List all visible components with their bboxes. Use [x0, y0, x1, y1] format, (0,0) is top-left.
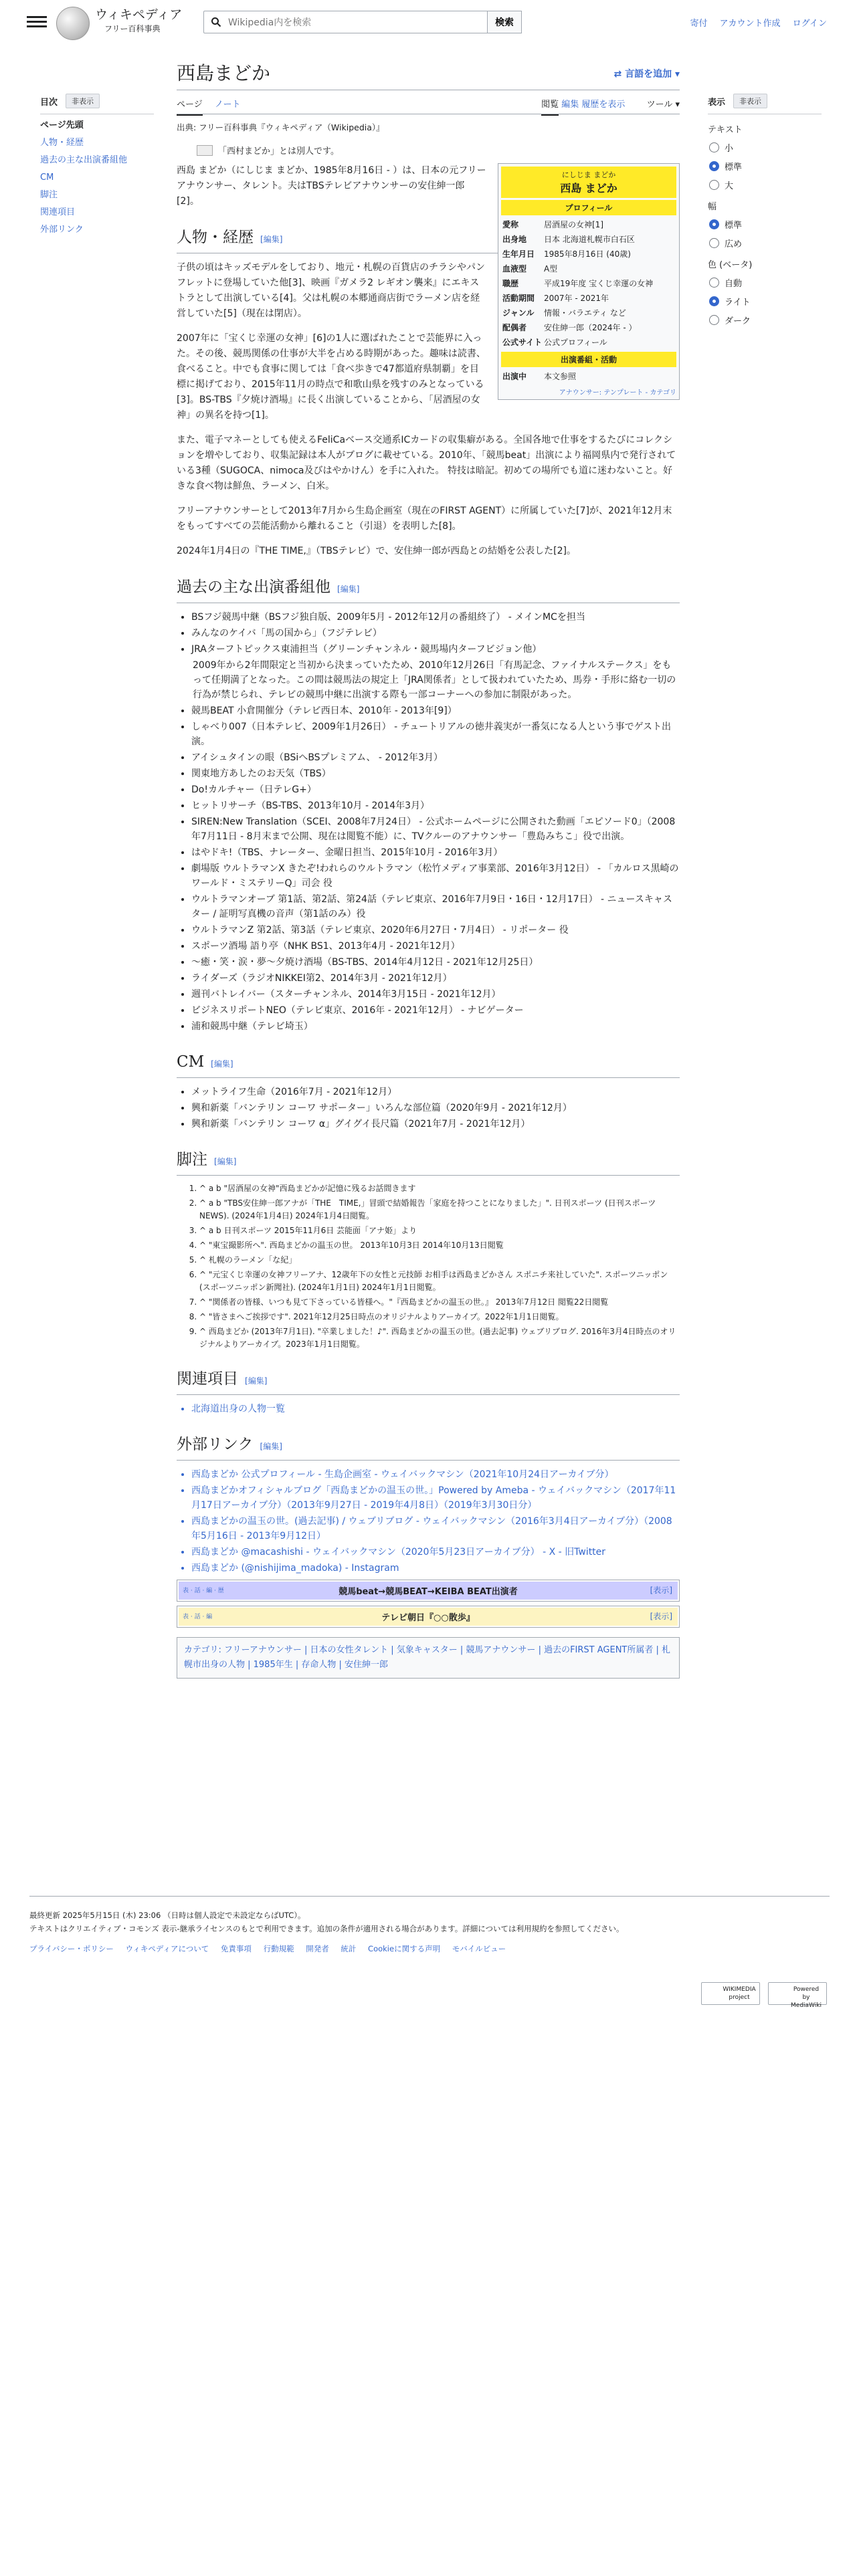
list-item: • ビジネスリポートNEO（テレビ東京、2016年 - 2021年12月） - ナビゲーター [191, 1003, 680, 1018]
radio-label: 大 [725, 181, 734, 191]
toc-title: 目次 [40, 97, 58, 108]
donate-link[interactable]: 寄付 [690, 19, 708, 29]
paragraph: 2007年に「宝くじ幸運の女神」[6]の1人に選ばれたことで芸能界に入った。その後、競馬関係の仕事が大半を占める時期があった。趣味は読書、食べること。中でも食事に関しては「食べ歩きで47都道府県制覇」を目標に掲げており、2015年11月の時点で和歌山県を残すのみとなっている[3]。BS-TBS『夕焼け酒場』に長く出演していることから、「居酒屋の女神」の異名を持つ[1]。 [177, 333, 486, 421]
external-links-list [191, 1467, 680, 1576]
infobox-key: 職歴 [502, 279, 519, 288]
edit-section-link[interactable]: [編集] [214, 1157, 237, 1166]
list-item: • 週刊バトレイバー（スターチャンネル、2014年3月15日 - 2021年12月） [191, 987, 680, 1002]
radio-label: 自動 [725, 279, 743, 289]
search-button[interactable]: 検索 [487, 11, 522, 33]
page-title: 西島まどか [177, 60, 680, 90]
create-account-link[interactable]: アカウント作成 [719, 19, 781, 29]
category-links[interactable]: カテゴリ: フリーアナウンサー | 日本の女性タレント | 気象キャスター | 競馬アナウンサー | 過去のFIRST AGENT所属者 | 札幌市出身の人物 | 1985年生 | 存命人物 | 安住紳一郎 [177, 1637, 680, 1679]
references-list [199, 1182, 680, 1351]
wikipedia-wordmark[interactable] [95, 7, 182, 34]
color-label: 色 (ベータ) [708, 260, 753, 270]
list-item: • SIREN:New Translation（SCEI、2008年7月24日） - 公式ホームページに公開された動画「エピソード0」（2008年7月11日 - 8月末まで公開、現在は閲覧不能）に、TVクルーのアナウンサー「豊島みちこ」役で出演。 [191, 815, 680, 844]
tab-page[interactable]: ページ [177, 100, 203, 116]
mediawiki-badge[interactable]: Powered by MediaWiki [768, 1982, 827, 2005]
edit-section-link[interactable]: [編集] [211, 1059, 233, 1069]
navbox-show-toggle[interactable]: [表示] [650, 1586, 672, 1595]
search-box[interactable] [203, 11, 488, 33]
infobox-value: 日本 北海道札幌市白石区 [544, 235, 635, 244]
infobox-value: 情報・バラエティ など [544, 308, 626, 318]
list-item: • ライダーズ（ラジオNIKKEI第2、2014年3月 - 2021年12月） [191, 971, 680, 986]
radio-option[interactable] [709, 314, 822, 326]
radio-button[interactable] [709, 161, 719, 171]
infobox-name: 西島 まどか [560, 182, 617, 195]
wikipedia-globe-logo[interactable] [56, 7, 90, 40]
edit-section-link[interactable]: [編集] [245, 1376, 268, 1386]
infobox-section-programs: 出演番組・活動 [501, 352, 676, 367]
reference-item: 4. ^ "東宝撮影所へ". 西島まどかの温玉の世。 2013年10月3日 2014年10月13日閲覧 [199, 1239, 680, 1252]
wikimedia-badge[interactable]: WIKIMEDIA project [701, 1982, 760, 2005]
external-link-item[interactable]: • 西島まどか (@nishijima_madoka) - Instagram [191, 1561, 680, 1576]
infobox-section-profile: プロフィール [501, 200, 676, 215]
table-of-contents [40, 94, 154, 241]
toc-item-references[interactable]: 脚注 [40, 190, 58, 200]
radio-option[interactable] [709, 218, 822, 231]
footer-link-about[interactable]: ウィキペディアについて [125, 1944, 209, 1953]
section-heading-references: 脚注 [編集] [177, 1149, 680, 1176]
infobox-row [501, 247, 676, 261]
footer-link-mobile[interactable]: モバイルビュー [452, 1944, 506, 1953]
appearance-panel [708, 94, 822, 332]
infobox-row [501, 320, 676, 335]
radio-button[interactable] [709, 180, 719, 190]
radio-label: 小 [725, 144, 734, 154]
intro-paragraph: 西島 まどか（にしじま まどか、1985年8月16日 - ）は、日本の元フリーアナウンサー、タレント。夫はTBSテレビアナウンサーの安住紳一郎[2]。 [177, 165, 486, 207]
navbox [177, 1606, 680, 1628]
infobox-ruby: にしじま まどか [561, 171, 616, 179]
toc-item-related[interactable]: 関連項目 [40, 207, 76, 217]
appearance-title: 表示 [708, 97, 726, 108]
navbox-vte[interactable]: 表 · 話 · 編 · 歴 [183, 1588, 224, 1594]
footer-link-disclaimer[interactable]: 免責事項 [220, 1944, 252, 1953]
tab-read[interactable]: 閲覧 [541, 100, 559, 116]
appearance-hide-button[interactable]: 非表示 [733, 94, 767, 108]
list-item: • Do!カルチャー（日テレG+） [191, 782, 680, 797]
radio-option[interactable] [709, 276, 822, 289]
header [0, 0, 859, 47]
login-link[interactable]: ログイン [792, 19, 827, 29]
radio-button[interactable] [709, 219, 719, 229]
tab-edit[interactable]: 編集 [561, 100, 579, 110]
reference-item: 6. ^ "元宝くじ幸運の女神フリーアナ、12歳年下の女性と元技師 お相手は西島まどかさん スポニチ来社していた". スポーツニッポン (スポーツニッポン新聞社). (2024年1月1日) 2024年1月1日閲覧。 [199, 1269, 680, 1294]
section-heading-external: 外部リンク [編集] [177, 1434, 680, 1461]
radio-button[interactable] [709, 315, 719, 325]
disambig-icon [197, 145, 213, 156]
radio-option[interactable] [709, 141, 822, 154]
radio-label: 広め [725, 239, 743, 249]
list-item: • ヒットリサーチ（BS-TBS、2013年10月 - 2014年3月） [191, 798, 680, 813]
paragraph: 子供の頃はキッズモデルをしており、地元・札幌の百貨店のチラシやパンフレットに登場していた他[3]、映画『ガメラ2 レギオン襲来』にエキストラとして出演している[4]。父は札幌の本郷通商店街でラーメン店を経営していた[5]（現在は閉店）。 [177, 262, 486, 319]
radio-label: ライト [725, 298, 751, 308]
infobox-row [501, 261, 676, 276]
infobox-value: 平成19年度 宝くじ幸運の女神 [544, 279, 654, 288]
footer-link-code-of-conduct[interactable]: 行動規範 [263, 1944, 294, 1953]
radio-option[interactable] [709, 295, 822, 308]
search-icon [211, 17, 221, 27]
toc-item-external[interactable]: 外部リンク [40, 225, 84, 235]
list-item: • 関東地方あしたのお天気（TBS） [191, 766, 680, 781]
infobox-row [501, 291, 676, 306]
infobox-value: 2007年 - 2021年 [544, 294, 609, 303]
navbox [177, 1580, 680, 1602]
toc-hide-button[interactable]: 非表示 [66, 94, 100, 108]
infobox-key: 血液型 [502, 264, 527, 274]
reference-item: 2. ^ a b "TBS安住紳一郎アナが「THE TIME,」冒頭で結婚報告「家庭を持つことになりました」". 日刊スポーツ (日刊スポーツNEWS). (2024年1月4日) 2024年1月4日閲覧。 [199, 1197, 680, 1222]
footer-link-cookie[interactable]: Cookieに関する声明 [368, 1944, 441, 1953]
reference-item: 5. ^ 札幌のラーメン「な紀」 [199, 1254, 680, 1267]
infobox-row [501, 217, 676, 232]
infobox-value: A型 [544, 264, 558, 274]
infobox-key: 活動期間 [502, 294, 535, 303]
reference-item: 9. ^ 西島まどか (2013年7月1日). "卒業しました！♪". 西島まどかの温玉の世。(過去記事) ウェブリブログ. 2016年3月4日時点のオリジナルよりアーカイブ。2023年1月1日閲覧。 [199, 1325, 680, 1351]
radio-option[interactable] [709, 179, 822, 191]
list-item: • 浦和競馬中継（テレビ埼玉） [191, 1019, 680, 1034]
navbox-show-toggle[interactable]: [表示] [650, 1612, 672, 1621]
list-item: • スポーツ酒場 語り亭（NHK BS1、2013年4月 - 2021年12月） [191, 939, 680, 954]
infobox-key: ジャンル [502, 308, 535, 318]
reference-item: 3. ^ a b 日刊スポーツ 2015年11月6日 芸能面「アナ姫」より [199, 1224, 680, 1237]
infobox-key: 配偶者 [502, 323, 527, 332]
logo-subtitle: フリー百科事典 [104, 24, 161, 33]
navbox-vte[interactable]: 表 · 話 · 編 [183, 1614, 213, 1620]
infobox-row [501, 306, 676, 320]
paragraph: フリーアナウンサーとして2013年7月から生島企画室（現在のFIRST AGENT）に所属していた[7]が、2021年12月末をもってすべての芸能活動から離れること（引退）を表明した[8]。 [177, 506, 672, 532]
list-item: • ウルトラマンオーブ 第1話、第2話、第24話（テレビ東京、2016年7月9日・16日・12月17日） - ニュースキャスター / 証明写真機の音声（第1話のみ）役 [191, 892, 680, 922]
radio-label: 標準 [725, 163, 743, 173]
infobox [498, 163, 680, 400]
cm-list [191, 1085, 680, 1132]
infobox-value: 公式プロフィール [544, 338, 607, 347]
tab-history[interactable]: 履歴を表示 [581, 100, 626, 110]
footer-link-developers[interactable]: 開発者 [306, 1944, 329, 1953]
edit-section-link[interactable]: [編集] [260, 235, 283, 244]
toc-item-top[interactable]: ページ先頭 [40, 120, 84, 130]
width-label: 幅 [708, 202, 717, 212]
paragraph: 2024年1月4日の『THE TIME,』（TBSテレビ）で、安住紳一郎が西島との結婚を公表した[2]。 [177, 546, 576, 556]
external-link-item[interactable]: • 西島まどかの温玉の世。(過去記事) / ウェブリブログ - ウェイバックマシン（2016年3月4日アーカイブ分）（2008年5月16日 - 2013年9月12日） [191, 1514, 680, 1543]
infobox-key: 出演中 [502, 372, 527, 381]
main-content [177, 53, 680, 1679]
radio-option[interactable] [709, 237, 822, 249]
toc-item-career[interactable]: 人物・経歴 [40, 138, 84, 148]
list-item: • はやドキ!（TBS、ナレーター、金曜日担当、2015年10月 - 2016年3月） [191, 845, 680, 860]
tab-tools[interactable]: ツール ▾ [646, 100, 680, 110]
footer-link-stats[interactable]: 統計 [341, 1944, 357, 1953]
infobox-value: 安住紳一郎（2024年 - ） [544, 323, 637, 332]
toc-item-programs[interactable]: 過去の主な出演番組他 [40, 155, 128, 165]
list-item: • みんなのケイバ「馬の国から」（フジテレビ） [191, 626, 680, 641]
programs-list [191, 610, 680, 1034]
list-item: • メットライフ生命（2016年7月 - 2021年12月） [191, 1085, 680, 1099]
reference-item: 7. ^ "関係者の皆様、いつも見て下さっている皆様へ。"『西島まどかの温玉の世。』 2013年7月12日 閲覧22日閲覧 [199, 1296, 680, 1309]
reference-item: 8. ^ "皆さまへご挨拶です". 2021年12月25日時点のオリジナルよりアーカイブ。2022年1月1日閲覧。 [199, 1311, 680, 1323]
edit-section-link[interactable]: [編集] [260, 1442, 282, 1451]
license-text: テキストはクリエイティブ・コモンズ 表示-継承ライセンスのもとで利用できます。追加の条件が適用される場合があります。詳細については利用規約を参照してください。 [29, 1924, 624, 1933]
site-sub: 出典: フリー百科事典『ウィキペディア（Wikipedia）』 [177, 122, 385, 132]
page-tabs [177, 90, 680, 114]
radio-button[interactable] [709, 238, 719, 248]
list-item: • しゃべり007（日本テレビ、2009年1月26日） - チュートリアルの徳井義実が一番気になる人という事でゲスト出演。 [191, 720, 680, 749]
related-list [191, 1402, 680, 1416]
radio-option[interactable] [709, 160, 822, 173]
list-item: • BSフジ競馬中継（BSフジ独自版、2009年5月 - 2012年12月の番組終了） - メインMCを担当 [191, 610, 680, 625]
infobox-footer-links[interactable]: アナウンサー: テンプレート - カテゴリ [559, 389, 676, 397]
logo-title: ウィキペディア [95, 7, 183, 22]
footer-link-privacy[interactable]: プライバシー・ポリシー [29, 1944, 114, 1953]
radio-label: 標準 [725, 221, 743, 231]
infobox-row [501, 276, 676, 291]
list-item: • ウルトラマンZ 第2話、第3話（テレビ東京、2020年6月27日・7月4日） - リポーター 役 [191, 923, 680, 938]
paragraph: また、電子マネーとしても使えるFeliCaベース交通系ICカードの収集癖がある。全国各地で仕事をするたびにコレクションを増やしており、収集記録は本人がブログに載せている。2010年、「競馬beat」出演により福岡県内で発行されている3種（SUGOCA、nimoca及びはやかけん）を手に入れた。 特技は暗記。初めての場所でも道に迷わないこと。好きな食べ物は鮮魚、ラーメン、白米。 [177, 435, 676, 492]
tab-talk[interactable]: ノート [214, 100, 241, 110]
list-item: • アイシュタインの眼（BSiへBSプレミアム、 - 2012年3月） [191, 750, 680, 765]
navbox-title: テレビ朝日『○○散歩』 [381, 1613, 475, 1623]
list-item: • 興和新薬「バンテリン コーワ サポーター」いろんな部位篇（2020年9月 - 2021年12月） [191, 1101, 680, 1115]
infobox-value: 居酒屋の女神[1] [544, 220, 603, 229]
external-link-item[interactable]: • 西島まどか 公式プロフィール - 生島企画室 - ウェイバックマシン（2021年10月24日アーカイブ分） [191, 1467, 680, 1482]
list-item: • 劇場版 ウルトラマンX きたぞ!われらのウルトラマン（松竹メディア事業部、2016年3月12日） - 「カルロス黒崎のワールド・ミステリーQ」司会 役 [191, 861, 680, 891]
section-heading-programs: 過去の主な出演番組他 [編集] [177, 576, 680, 603]
footer [29, 1896, 830, 2009]
radio-label: ダーク [725, 316, 751, 326]
infobox-key: 愛称 [502, 220, 519, 229]
infobox-row [501, 232, 676, 247]
list-item: • 競馬BEAT 小倉開催分（テレビ西日本、2010年 - 2013年[9]） [191, 704, 680, 718]
navbox-title: 競馬beat→競馬BEAT→KEIBA BEAT出演者 [339, 1587, 518, 1597]
search-input[interactable] [228, 15, 482, 30]
infobox-key: 出身地 [502, 235, 527, 244]
external-link-item[interactable]: • 西島まどか @macashishi - ウェイバックマシン（2020年5月23日アーカイブ分） - X - 旧Twitter [191, 1545, 680, 1560]
list-item[interactable]: • 北海道出身の人物一覧 [191, 1402, 680, 1416]
section-heading-cm: CM [編集] [177, 1051, 680, 1078]
radio-button[interactable] [709, 296, 719, 306]
list-item: • 興和新薬「バンテリン コーワ α」グイグイ長尺篇（2021年7月 - 2021年12月） [191, 1117, 680, 1132]
external-link-item[interactable]: • 西島まどかオフィシャルブログ「西島まどかの温玉の世。」Powered by Ameba - ウェイバックマシン（2017年11月17日アーカイブ分）（2013年9月27日 - 2019年4月8日）（2019年3月30日分） [191, 1483, 680, 1513]
list-item: • 〜癒・笑・涙・夢〜夕焼け酒場（BS-TBS、2014年4月12日 - 2021年12月25日） [191, 955, 680, 970]
section-heading-related: 関連項目 [編集] [177, 1368, 680, 1395]
edit-section-link[interactable]: [編集] [337, 584, 360, 594]
user-links [680, 16, 827, 29]
reference-item: 1. ^ a b "居酒屋の女神"西島まどかが記憶に残るお話間きます [199, 1182, 680, 1195]
infobox-value: 本文参照 [544, 372, 577, 381]
list-item: 2009年から2年間限定と当初から決まっていたため、2010年12月26日「有馬記念、ファイナルステークス」をもって任期満了となった。この間は競馬法の規定上「JRA関係者」として扱われていたため、馬券・手形に絡む一切の行為が禁じられ、テレビの競馬中継に出演する際も一部コーナーへの参加に制限があった。 [193, 660, 676, 700]
toc-item-cm[interactable]: CM [40, 173, 54, 183]
add-language-button[interactable]: ⇄ 言語を追加 ▾ [613, 69, 680, 80]
hatnote: 「西村まどか」とは別人です。 [197, 144, 680, 156]
infobox-value: 1985年8月16日 (40歳) [544, 249, 631, 259]
text-size-label: テキスト [708, 125, 743, 135]
list-item: • JRAターフトピックス東浦担当（グリーンチャンネル・競馬場内ターフビジョン他） [191, 642, 680, 657]
infobox-key: 生年月日 [502, 249, 535, 259]
section-heading-career: 人物・経歴 [編集] [177, 227, 680, 253]
radio-button[interactable] [709, 142, 719, 152]
infobox-row [501, 335, 676, 350]
infobox-key: 公式サイト [502, 338, 543, 347]
last-modified: 最終更新 2025年5月15日 (木) 23:06 （日時は個人設定で未設定ならばUTC）。 [29, 1911, 306, 1920]
main-menu-button[interactable] [27, 13, 47, 31]
radio-button[interactable] [709, 278, 719, 288]
